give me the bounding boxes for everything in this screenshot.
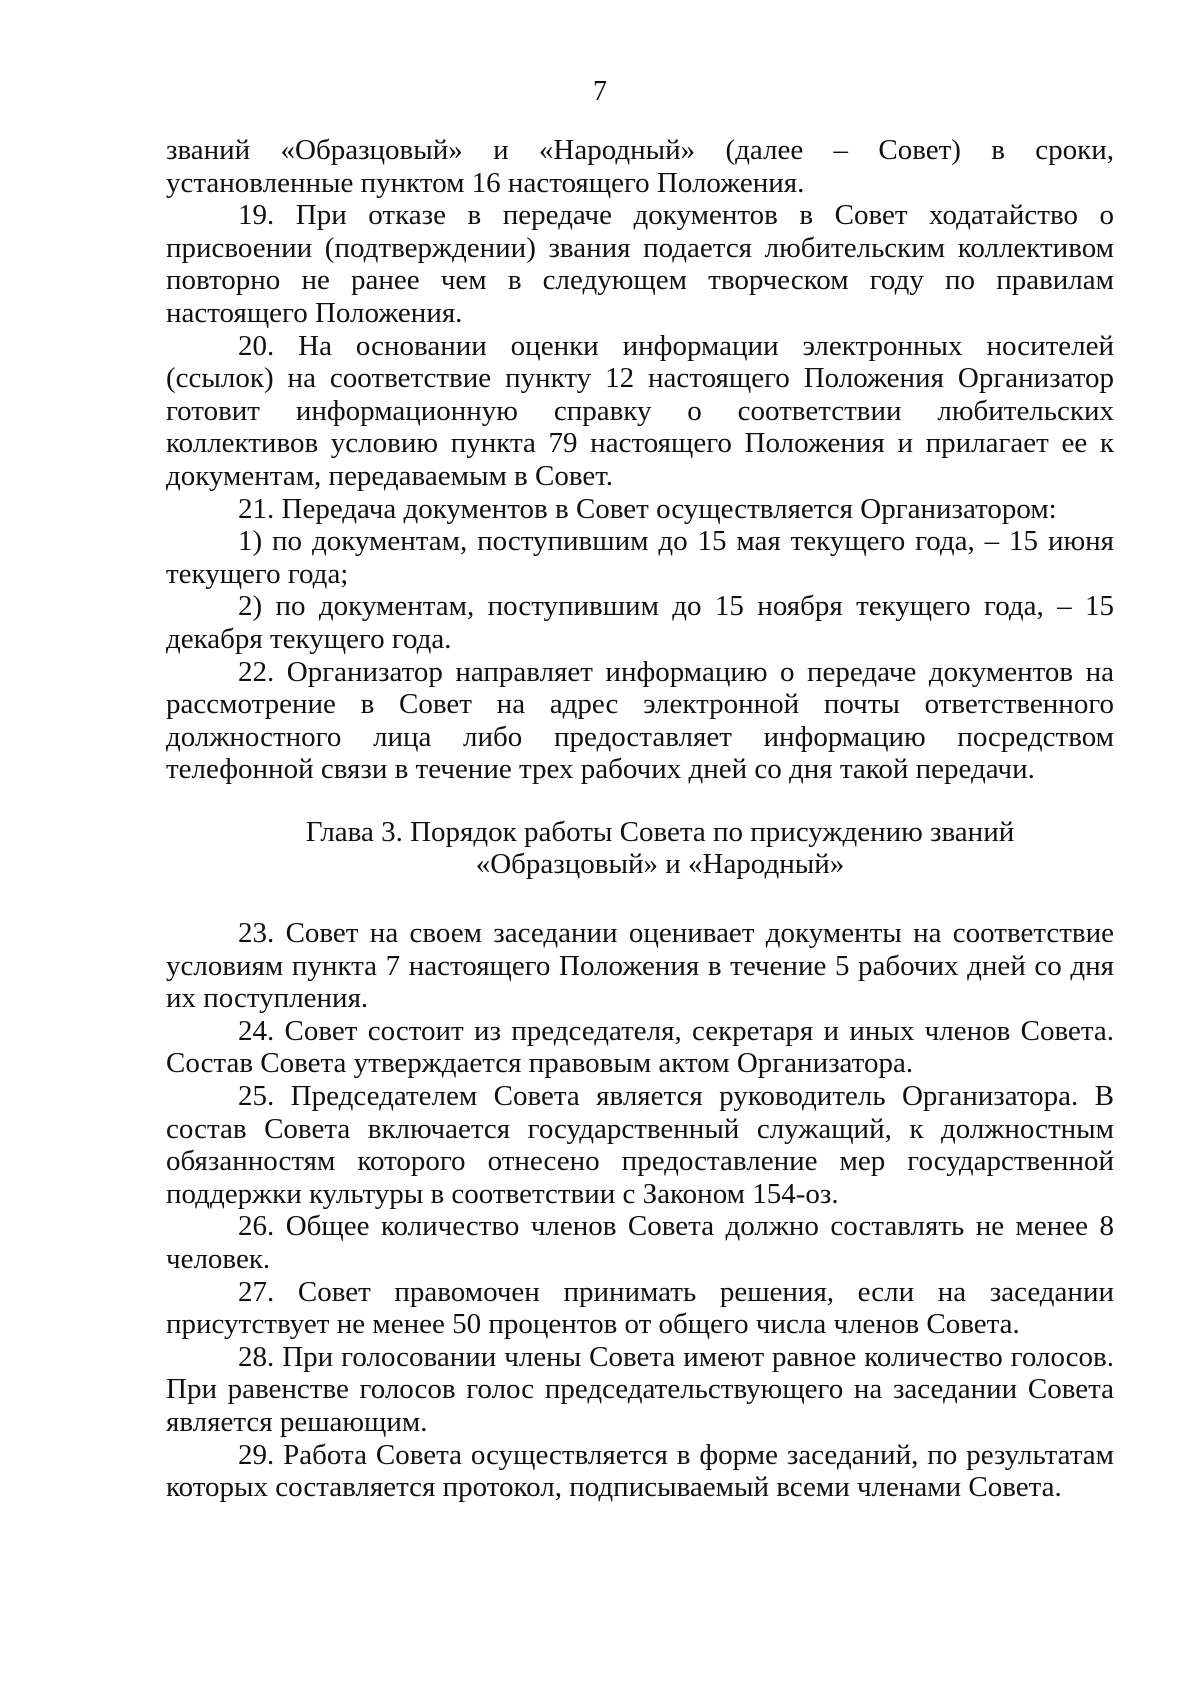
paragraph-27: 27. Совет правомочен принимать решения, если на заседании присутствует не менее 50 процентов от общего числа членов Совета.: [166, 1275, 1114, 1341]
paragraph-23: 23. Совет на своем заседании оценивает документы на соответствие условиям пункта 7 настоящего Положения в течение 5 рабочих дней со дня их поступления.: [166, 917, 1114, 1015]
chapter-title-line-2: «Образцовый» и «Народный»: [475, 848, 845, 881]
paragraph-26: 26. Общее количество членов Совета должно составлять не менее 8 человек.: [166, 1210, 1114, 1275]
paragraph-21: 21. Передача документов в Совет осуществляется Организатором:: [238, 492, 1057, 525]
paragraph-22: 22. Организатор направляет информацию о передаче документов на рассмотрение в Совет на адрес электронной почты ответственного должностного лица либо предоставляет информацию посредством телефонной связи в течение трех рабочих дней со дня такой передачи.: [166, 655, 1114, 786]
chapter-title-line-1: Глава 3. Порядок работы Совета по присуждению званий: [305, 815, 1015, 848]
page-number: 7: [593, 76, 607, 107]
paragraph-28: 28. При голосовании члены Совета имеют равное количество голосов. При равенстве голосов голос председательствующего на заседании Совета является решающим.: [166, 1340, 1114, 1438]
paragraph-29: 29. Работа Совета осуществляется в форме заседаний, по результатам которых составляется протокол, подписываемый всеми членами Совета.: [166, 1438, 1114, 1504]
document-body: [166, 134, 1114, 1504]
paragraph-21-item-2: 2) по документам, поступившим до 15 ноября текущего года, – 15 декабря текущего года.: [166, 590, 1114, 655]
paragraph-19: 19. При отказе в передаче документов в Совет ходатайство о присвоении (подтверждении) звания подается любительским коллективом повторно не ранее чем в следующем творческом году по правилам настоящего Положения.: [166, 199, 1114, 329]
paragraph-continuation: званий «Образцовый» и «Народный» (далее – Совет) в сроки, установленные пунктом 16 настоящего Положения.: [166, 134, 1114, 199]
paragraph-21-item-1: 1) по документам, поступившим до 15 мая текущего года, – 15 июня текущего года;: [166, 525, 1114, 590]
paragraph-24: 24. Совет состоит из председателя, секретаря и иных членов Совета. Состав Совета утверждается правовым актом Организатора.: [166, 1014, 1114, 1080]
chapter-title: [166, 816, 1114, 881]
paragraph-25: 25. Председателем Совета является руководитель Организатора. В состав Совета включается государственный служащий, к должностным обязанностям которого отнесено предоставление мер государственной поддержки культуры в соответствии с Законом 154-оз.: [166, 1080, 1114, 1210]
paragraph-20: 20. На основании оценки информации электронных носителей (ссылок) на соответствие пункту 12 настоящего Положения Организатор готовит информационную справку о соответствии любительских коллективов условию пункта 79 настоящего Положения и прилагает ее к документам, передаваемым в Совет.: [166, 329, 1114, 492]
